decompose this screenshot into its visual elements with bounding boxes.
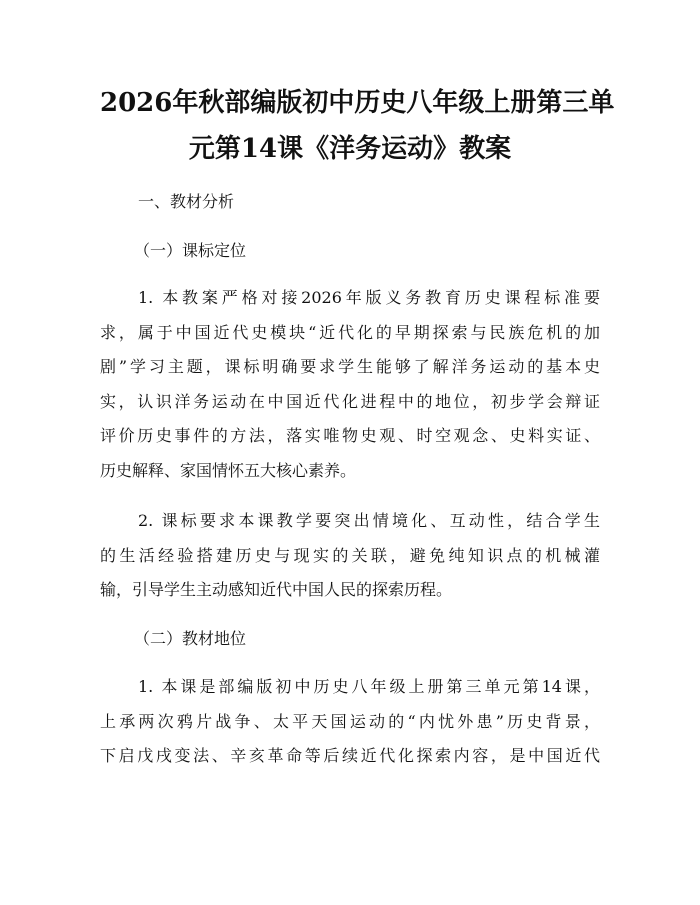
document-title-line-2: 元第14课《洋务运动》教案	[188, 134, 512, 164]
paragraph-3-line: 上承两次鸦片战争、太平天国运动的“内忧外患”历史背景，	[100, 711, 600, 731]
paragraph-3-line: 1. 本课是部编版初中历史八年级上册第三单元第14课，	[138, 677, 600, 696]
paragraph-2-line: 的生活经验搭建历史与现实的关联，避免纯知识点的机械灌	[100, 545, 600, 565]
paragraph-1-line: 历史解释、家国情怀五大核心素养。	[100, 460, 357, 480]
section-heading-textbook-analysis: 一、教材分析	[138, 192, 235, 211]
paragraph-2-line: 2. 课标要求本课教学要突出情境化、互动性，结合学生	[138, 511, 600, 530]
subsection-heading-textbook-status: （二）教材地位	[134, 629, 247, 648]
document-title-line-1: 2026年秋部编版初中历史八年级上册第三单	[100, 88, 615, 118]
paragraph-2-line: 输，引导学生主动感知近代中国人民的探索历程。	[100, 580, 453, 600]
paragraph-1-line: 剧”学习主题，课标明确要求学生能够了解洋务运动的基本史	[100, 357, 600, 377]
paragraph-1	[100, 290, 600, 498]
paragraph-2	[100, 513, 600, 617]
paragraph-3-line: 下启戊戌变法、辛亥革命等后续近代化探索内容，是中国近代	[100, 746, 600, 766]
paragraph-1-line: 实，认识洋务运动在中国近代化进程中的地位，初步学会辩证	[100, 391, 600, 411]
paragraph-3	[100, 679, 600, 783]
subsection-heading-curriculum-positioning: （一）课标定位	[134, 241, 247, 260]
paragraph-1-line: 评价历史事件的方法，落实唯物史观、时空观念、史料实证、	[100, 426, 600, 446]
paragraph-1-line: 1. 本教案严格对接2026年版义务教育历史课程标准要	[138, 288, 600, 307]
paragraph-1-line: 求，属于中国近代史模块“近代化的早期探索与民族危机的加	[100, 322, 600, 342]
